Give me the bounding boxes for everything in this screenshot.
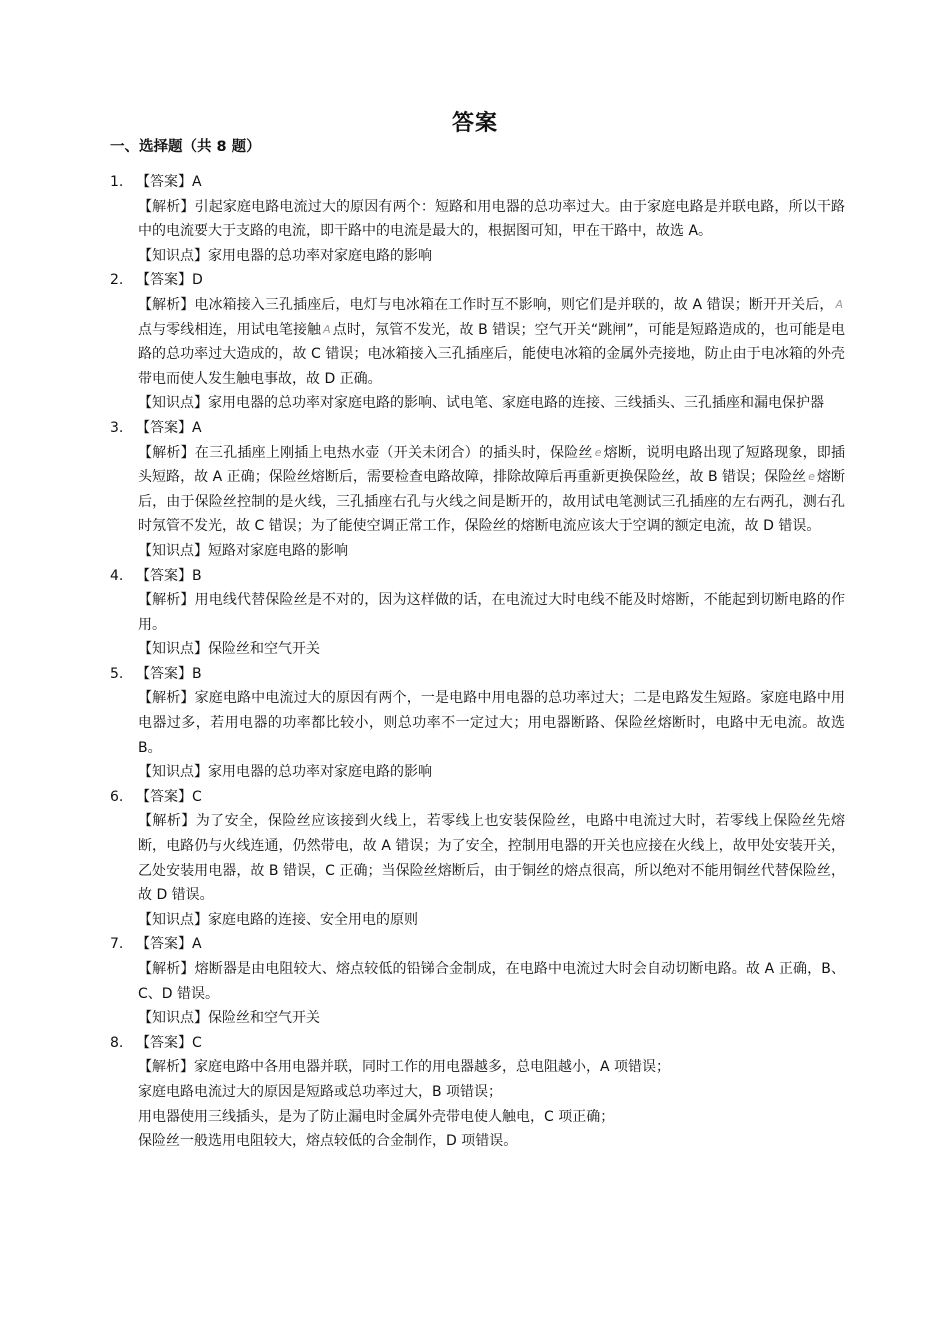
analysis-text: 引起家庭电路电流过大的原因有两个：短路和用电器的总功率过大。由于家庭电路是并联电路，所以干路中的电流要大于支路的电流，即干路中的电流是最大的，根据图可知，甲在干路中，故选 A。 (138, 198, 846, 240)
knowledge-label: 【知识点】 (138, 911, 208, 928)
knowledge-text: 家用电器的总功率对家庭电路的影响 (208, 764, 432, 781)
answer-label: 【答案】 (136, 665, 192, 682)
knowledge-label: 【知识点】 (138, 247, 208, 264)
answer-label: 【答案】 (136, 567, 192, 584)
question-item-6 (110, 785, 845, 933)
answer-line (110, 785, 845, 810)
question-item-5 (110, 662, 845, 785)
analysis-label: 【解析】 (138, 690, 195, 707)
analysis-label: 【解析】 (138, 198, 195, 215)
analysis-line: 保险丝一般选用电阻较大，熔点较低的合金制作，D 项错误。 (138, 1133, 518, 1150)
answer-value: A (192, 936, 202, 953)
analysis-label: 【解析】 (138, 592, 195, 609)
question-number: 5. (110, 665, 124, 682)
section-heading: 一、选择题（共 8 题） (110, 139, 261, 155)
analysis-paragraph (138, 195, 845, 244)
analysis-text: 点时，氖管不发光，故 B 错误；空气开关“跳闸”，可能是短路造成的，也可能是电路的总功率过大造成的，故 C 错误；电冰箱接入三孔插座后，能使电冰箱的金属外壳接地，防止由于电冰箱的外壳带电而使人发生触电事故，故 D 正确。 (138, 321, 845, 387)
answer-line (110, 170, 845, 195)
question-list (110, 170, 845, 1154)
question-item-7 (110, 932, 845, 1030)
answer-line (110, 1031, 845, 1056)
question-item-8 (110, 1031, 845, 1154)
knowledge-label: 【知识点】 (138, 395, 208, 412)
answer-label: 【答案】 (136, 174, 192, 190)
question-item-3 (110, 416, 845, 564)
answer-label: 【答案】 (136, 272, 192, 289)
analysis-label: 【解析】 (138, 444, 195, 461)
knowledge-text: 保险丝和空气开关 (208, 1010, 320, 1027)
knowledge-paragraph (138, 908, 845, 933)
question-number: 6. (110, 788, 124, 805)
knowledge-paragraph (138, 391, 845, 416)
answer-label: 【答案】 (136, 419, 192, 436)
analysis-label: 【解析】 (138, 296, 195, 313)
question-number: 8. (110, 1034, 124, 1051)
analysis-text: 熔断器是由电阻较大、熔点较低的铅锑合金制成，在电路中电流过大时会自动切断电路。故 A 正确，B、C、D 错误。 (138, 961, 845, 1002)
answer-line (110, 564, 845, 589)
analysis-label: 【解析】 (138, 1059, 194, 1076)
knowledge-label: 【知识点】 (138, 542, 208, 559)
analysis-line: 家庭电路电流过大的原因是短路或总功率过大，B 项错误； (138, 1083, 503, 1100)
answer-value: A (192, 419, 202, 436)
analysis-text: 点与零线相连，用试电笔接触 (138, 321, 322, 338)
answer-value: A (192, 174, 202, 190)
fuse-e-marker: e (594, 445, 602, 459)
knowledge-paragraph (138, 244, 845, 269)
knowledge-paragraph (138, 637, 845, 662)
analysis-paragraph (138, 588, 845, 637)
answer-label: 【答案】 (136, 788, 192, 805)
analysis-paragraph (138, 1055, 845, 1080)
analysis-text: 为了安全，保险丝应该接到火线上，若零线上也安装保险丝，电路中电流过大时，若零线上保险丝先熔断，电路仍与火线连通，仍然带电，故 A 错误；为了安全，控制用电器的开关也应接在火线上，故甲处安装开关，乙处安装用电器，故 B 错误，C 正确；当保险丝熔断后，由于铜丝的熔点很高，所以绝对不能用铜丝代替保险丝，故 D 错误。 (138, 813, 845, 904)
point-a-marker: A (323, 322, 331, 336)
analysis-text: 电冰箱接入三孔插座后，电灯与电冰箱在工作时互不影响，则它们是并联的，故 A 错误；断开开关后， (194, 296, 834, 313)
answer-line (110, 932, 845, 957)
knowledge-paragraph (138, 760, 845, 785)
analysis-paragraph (138, 686, 845, 760)
page-title: 答案 (451, 111, 498, 136)
question-number: 7. (110, 936, 124, 953)
question-item-2 (110, 268, 845, 416)
answer-value: B (192, 665, 202, 682)
analysis-label: 【解析】 (138, 961, 195, 977)
knowledge-label: 【知识点】 (138, 764, 208, 781)
knowledge-text: 家庭电路的连接、安全用电的原则 (208, 911, 418, 928)
question-item-4 (110, 564, 845, 662)
answer-label: 【答案】 (136, 1034, 192, 1051)
analysis-text: 用电线代替保险丝是不对的，因为这样做的话，在电流过大时电线不能及时熔断，不能起到切断电路的作用。 (138, 592, 846, 633)
question-item-1 (110, 170, 845, 268)
question-number: 1. (110, 174, 124, 190)
answer-value: D (192, 272, 203, 289)
knowledge-paragraph (138, 1006, 845, 1031)
answer-line (110, 416, 845, 441)
analysis-line: 用电器使用三线插头，是为了防止漏电时金属外壳带电使人触电，C 项正确； (138, 1108, 615, 1125)
knowledge-text: 短路对家庭电路的影响 (208, 542, 348, 559)
knowledge-label: 【知识点】 (138, 641, 208, 658)
analysis-text: 家庭电路中各用电器并联，同时工作的用电器越多，总电阻越小，A 项错误； (194, 1059, 671, 1076)
knowledge-text: 家用电器的总功率对家庭电路的影响、试电笔、家庭电路的连接、三线插头、三孔插座和漏电保护器 (208, 395, 824, 412)
answer-line (110, 268, 845, 293)
fuse-e-marker: e (808, 470, 815, 484)
analysis-text: 家庭电路中电流过大的原因有两个，一是电路中用电器的总功率过大；二是电路发生短路。家庭电路中用电器过多，若用电器的功率都比较小，则总功率不一定过大；用电器断路、保险丝熔断时，电路中无电流。故选 B。 (138, 690, 846, 756)
analysis-paragraph (138, 441, 845, 539)
knowledge-text: 家用电器的总功率对家庭电路的影响 (208, 247, 432, 264)
analysis-paragraph (138, 809, 845, 907)
knowledge-text: 保险丝和空气开关 (208, 641, 320, 658)
answer-value: C (192, 788, 202, 805)
analysis-text: 在三孔插座上刚插上电热水壶（开关未闭合）的插头时，保险丝 (194, 444, 593, 461)
analysis-label: 【解析】 (138, 813, 196, 830)
analysis-text: 熔断，说明电路出现了短路现象，即插头短路，故 A 正确；保险丝熔断后，需要检查电路故障，排除故障后再重新更换保险丝，故 B 错误；保险丝 (138, 444, 846, 486)
analysis-paragraph (138, 293, 845, 391)
question-number: 4. (110, 567, 124, 584)
analysis-paragraph (138, 957, 845, 1006)
question-number: 3. (110, 419, 124, 436)
answer-line (110, 662, 845, 687)
answer-label: 【答案】 (136, 936, 192, 953)
question-number: 2. (110, 272, 124, 289)
point-a-marker: A (835, 297, 843, 311)
knowledge-paragraph (138, 539, 845, 564)
knowledge-label: 【知识点】 (138, 1010, 208, 1027)
answer-value: B (192, 567, 202, 584)
answer-value: C (192, 1034, 202, 1051)
analysis-text: 熔断后，由于保险丝控制的是火线，三孔插座右孔与火线之间是断开的，故用试电笔测试三孔插座的左右两孔，测右孔时氖管不发光，故 C 错误；为了能使空调正常工作，保险丝的熔断电流应该大于空调的额定电流，故 D 错误。 (138, 469, 846, 535)
